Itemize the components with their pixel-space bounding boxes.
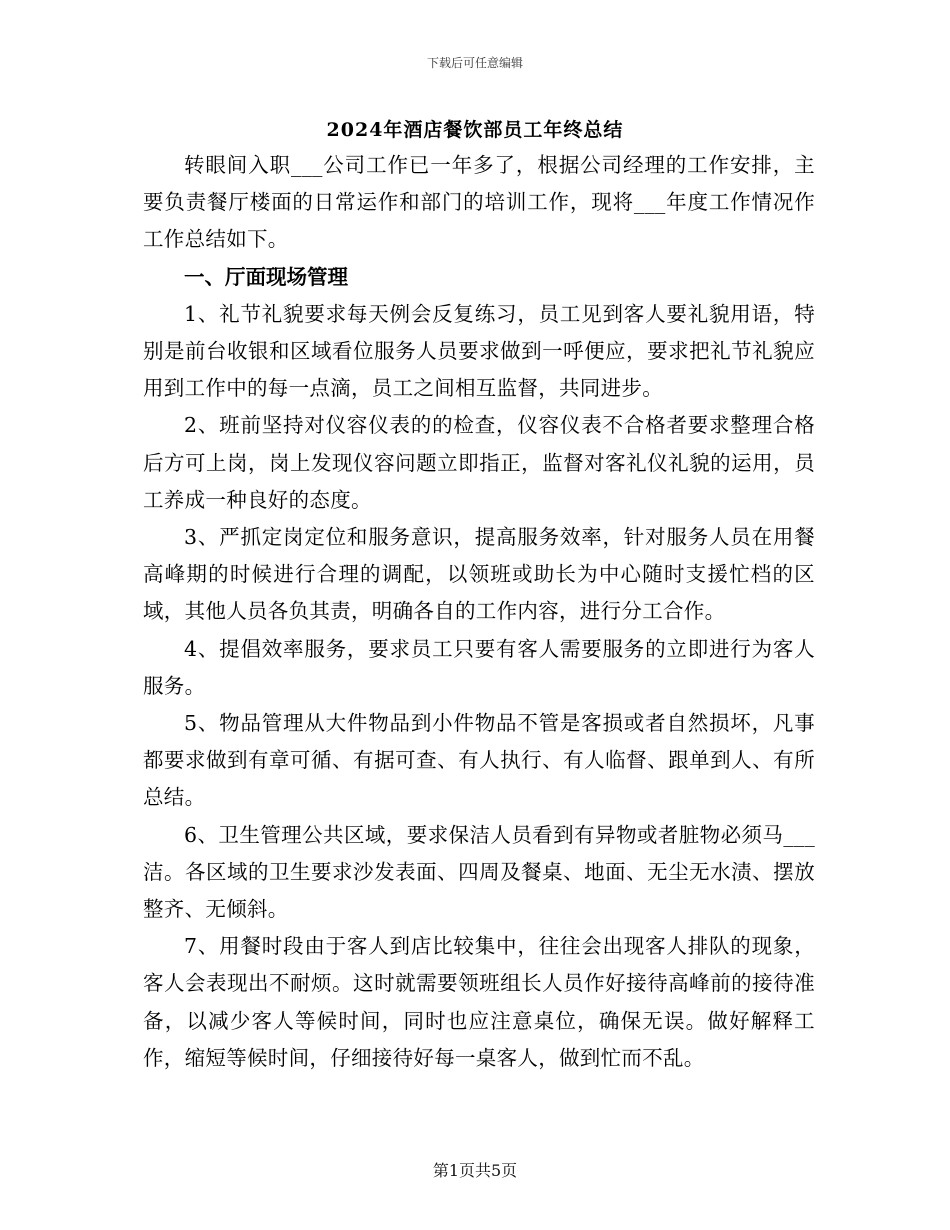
section-heading: 一、厅面现场管理	[184, 264, 348, 289]
document-body	[143, 147, 815, 1077]
list-item: 4、提倡效率服务，要求员工只要有客人需要服务的立即进行为客人服务。	[143, 636, 815, 698]
list-item: 5、物品管理从大件物品到小件物品不管是客损或者自然损坏，凡事都要求做到有章可循、有据可查、有人执行、有人临督、跟单到人、有所总结。	[143, 711, 815, 810]
list-item: 1、礼节礼貌要求每天例会反复练习，员工见到客人要礼貌用语，特别是前台收银和区域看位服务人员要求做到一呼便应，要求把礼节礼貌应用到工作中的每一点滴，员工之间相互监督，共同进步。	[143, 301, 815, 401]
header-note: 下载后可任意编辑	[426, 56, 523, 70]
list-item: 3、严抓定岗定位和服务意识，提高服务效率，针对服务人员在用餐高峰期的时候进行合理的调配，以领班或助长为中心随时支援忙档的区域，其他人员各负其责，明确各自的工作内容，进行分工合作。	[143, 525, 815, 624]
document-title: 2024年酒店餐饮部员工年终总结	[326, 119, 624, 141]
list-item: 6、卫生管理公共区域，要求保洁人员看到有异物或者脏物必须马___洁。各区域的卫生要求沙发表面、四周及餐桌、地面、无尘无水渍、摆放整齐、无倾斜。	[143, 822, 815, 922]
list-item: 7、用餐时段由于客人到店比较集中，往往会出现客人排队的现象，客人会表现出不耐烦。这时就需要领班组长人员作好接待高峰前的接待准备，以减少客人等候时间，同时也应注意桌位，确保无误。做好解释工作，缩短等候时间，仔细接待好每一桌客人，做到忙而不乱。	[143, 934, 815, 1070]
intro-paragraph: 转眼间入职___公司工作已一年多了，根据公司经理的工作安排，主要负责餐厅楼面的日常运作和部门的培训工作，现将___年度工作情况作工作总结如下。	[143, 153, 815, 252]
list-item: 2、班前坚持对仪容仪表的的检查，仪容仪表不合格者要求整理合格后方可上岗，岗上发现仪容问题立即指正，监督对客礼仪礼貌的运用，员工养成一种良好的态度。	[143, 413, 815, 512]
page-number: 第1页共5页	[432, 1161, 518, 1180]
